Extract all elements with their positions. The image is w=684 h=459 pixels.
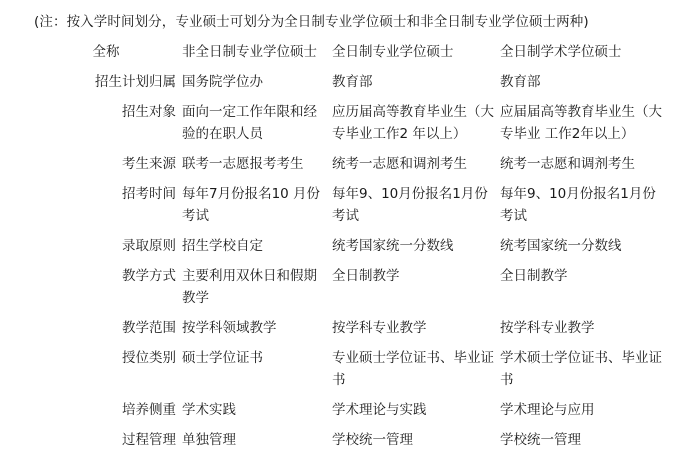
table-cell: 面向一定工作年限和经验的在职人员 [182, 104, 317, 142]
table-row [36, 347, 672, 399]
table-header-cell: 全称 [92, 44, 120, 60]
table-cell: 学术实践 [182, 402, 236, 418]
table-cell: 按学科专业教学 [500, 320, 595, 336]
table-cell: 教育部 [332, 74, 373, 90]
table-cell: 每年9、10月份报名1月份考试 [500, 186, 656, 224]
table-cell: 教育部 [500, 74, 541, 90]
table-header-row [36, 41, 672, 71]
table-cell: 专业硕士学位证书、毕业证书 [332, 350, 494, 388]
table-cell: 统考国家统一分数线 [500, 238, 622, 254]
row-label: 教学范围 [122, 320, 176, 336]
table-cell: 应届届高等教育毕业生（大专毕业 工作2年以上） [500, 104, 662, 142]
table-cell: 主要利用双休日和假期教学 [182, 268, 317, 306]
table-cell: 招生学校自定 [182, 238, 263, 254]
row-label: 招生计划归属 [95, 74, 176, 90]
table-cell: 按学科领域教学 [182, 320, 277, 336]
table-cell: 每年9、10月份报名1月份考试 [332, 186, 488, 224]
table-cell: 硕士学位证书 [182, 350, 263, 366]
table-cell: 统考国家统一分数线 [332, 238, 454, 254]
table-cell: 学校统一管理 [500, 432, 581, 448]
table-cell: 学术理论与应用 [500, 402, 595, 418]
row-label: 招生对象 [122, 104, 176, 120]
table-cell: 国务院学位办 [182, 74, 263, 90]
table-row [36, 399, 672, 429]
comparison-table [36, 41, 672, 459]
row-label: 教学方式 [122, 268, 176, 284]
table-cell: 应历届高等教育毕业生（大专毕业工作2 年以上） [332, 104, 494, 142]
table-cell: 学术硕士学位证书、毕业证书 [500, 350, 662, 388]
table-cell: 每年7月份报名10 月份考试 [182, 186, 321, 224]
table-cell: 学校统一管理 [332, 432, 413, 448]
table-cell: 全日制教学 [332, 268, 400, 284]
table-row [36, 153, 672, 183]
table-row [36, 183, 672, 235]
table-cell: 联考一志愿报考考生 [182, 156, 304, 172]
table-row [36, 101, 672, 153]
table-cell: 按学科专业教学 [332, 320, 427, 336]
row-label: 授位类别 [122, 350, 176, 366]
table-row [36, 235, 672, 265]
row-label: 招考时间 [122, 186, 176, 202]
row-label: 培养侧重 [122, 402, 176, 418]
row-label: 考生来源 [122, 156, 176, 172]
table-header-cell: 全日制学术学位硕士 [500, 44, 622, 60]
table-row [36, 265, 672, 317]
table-row [36, 71, 672, 101]
table-row [36, 317, 672, 347]
row-label: 录取原则 [122, 238, 176, 254]
table-header-cell: 非全日制专业学位硕士 [182, 44, 317, 60]
table-cell: 单独管理 [182, 432, 236, 448]
table-cell: 统考一志愿和调剂考生 [500, 156, 635, 172]
table-cell: 全日制教学 [500, 268, 568, 284]
row-label: 过程管理 [122, 432, 176, 448]
table-row [36, 429, 672, 459]
table-header-cell: 全日制专业学位硕士 [332, 44, 454, 60]
note-line: (注：按入学时间划分，专业硕士可划分为全日制专业学位硕士和非全日制专业学位硕士两种) [34, 14, 589, 30]
table-cell: 学术理论与实践 [332, 402, 427, 418]
table-cell: 统考一志愿和调剂考生 [332, 156, 467, 172]
